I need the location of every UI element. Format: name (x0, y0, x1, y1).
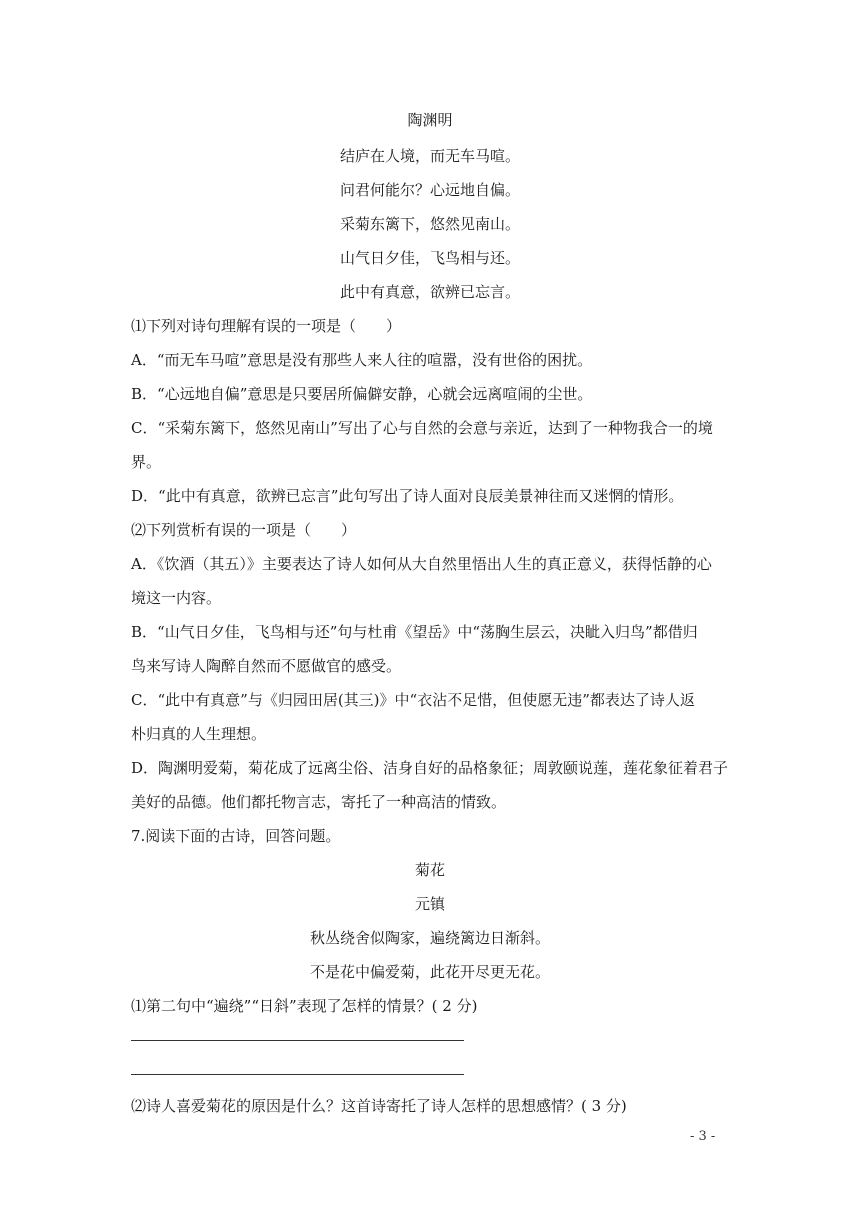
option-d-continued: 美好的品德。他们都托物言志，寄托了一种高洁的情致。 (131, 793, 507, 811)
poem-author: 陶渊明 (407, 111, 453, 129)
option-d: D．“此中有真意，欲辨已忘言”此句写出了诗人面对良辰美景神往而又迷惘的情形。 (131, 487, 684, 505)
question-stem: ⑴下列对诗句理解有误的一项是（ ） (131, 317, 402, 335)
poem-author: 元镇 (414, 895, 445, 913)
poem-line: 问君何能尔？心远地自偏。 (339, 181, 520, 199)
poem-title: 菊花 (414, 861, 445, 879)
option-b: B．“山气日夕佳，飞鸟相与还”句与杜甫《望岳》中“荡胸生层云，决眦入归鸟”都借归 (131, 623, 698, 641)
option-a: A．《饮酒（其五）》主要表达了诗人如何从大自然里悟出人生的真正意义，获得恬静的心 (131, 555, 712, 573)
option-d: D．陶渊明爱菊，菊花成了远离尘俗、洁身自好的品格象征；周敦颐说莲，莲花象征着君子 (131, 759, 729, 777)
option-a-continued: 境这一内容。 (131, 589, 222, 607)
answer-line[interactable] (131, 1074, 464, 1075)
question-stem: 7.阅读下面的古诗，回答问题。 (131, 827, 341, 845)
answer-line[interactable] (131, 1040, 464, 1041)
poem-line: 山气日夕佳，飞鸟相与还。 (339, 249, 520, 267)
option-b-continued: 鸟来写诗人陶醉自然而不愿做官的感受。 (131, 657, 402, 675)
poem-line: 不是花中偏爱菊，此花开尽更无花。 (309, 963, 550, 981)
sub-question-2: ⑵诗人喜爱菊花的原因是什么？这首诗寄托了诗人怎样的思想感情？( 3 分) (131, 1097, 627, 1115)
option-c-continued: 朴归真的人生理想。 (131, 725, 267, 743)
page-number: - 3 - (690, 1129, 716, 1144)
option-c: C．“此中有真意”与《归园田居(其三)》中“衣沾不足惜，但使愿无违”都表达了诗人返 (131, 691, 695, 709)
poem-line: 秋丛绕舍似陶家，遍绕篱边日渐斜。 (309, 929, 550, 947)
option-b: B．“心远地自偏”意思是只要居所偏僻安静，心就会远离喧闹的尘世。 (131, 385, 593, 403)
poem-line: 此中有真意，欲辨已忘言。 (339, 283, 520, 301)
poem-line: 采菊东篱下，悠然见南山。 (339, 215, 520, 233)
sub-question-1: ⑴第二句中“遍绕”“日斜”表现了怎样的情景？( 2 分) (131, 997, 478, 1015)
option-a: A．“而无车马喧”意思是没有那些人来人往的喧嚣，没有世俗的困扰。 (131, 351, 593, 369)
option-c: C．“采菊东篱下，悠然见南山”写出了心与自然的会意与亲近，达到了一种物我合一的境 (131, 419, 713, 437)
poem-line: 结庐在人境，而无车马喧。 (339, 147, 520, 165)
option-c-continued: 界。 (131, 453, 162, 471)
question-stem: ⑵下列赏析有误的一项是（ ） (131, 521, 357, 539)
